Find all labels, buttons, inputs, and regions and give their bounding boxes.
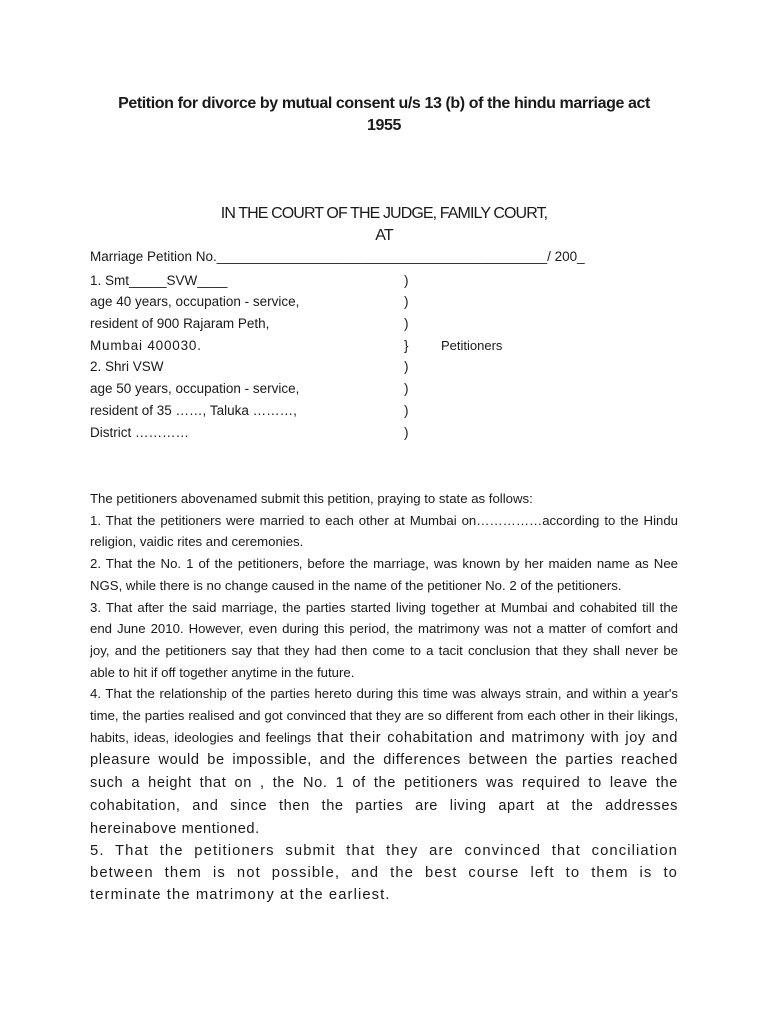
bracket: ): [404, 359, 409, 374]
court-line-1: IN THE COURT OF THE JUDGE, FAMILY COURT,: [220, 205, 548, 222]
bracket: ): [404, 403, 409, 418]
paragraph-4-part-1: 4. That the relationship of the parties hereto during this time was always strain, and within a year's time, the parties realised and got convinced that they are so different from each other in their likings, habits, ideas, ideologies and feelings: [90, 686, 678, 745]
petition-body: [90, 488, 678, 906]
paragraph-5: 5. That the petitioners submit that they are convinced that conciliation between them is not possible, and the best course left to them is to terminate the matrimony at the earliest.: [90, 843, 678, 904]
petitioners-label: Petitioners: [441, 338, 503, 353]
party-line: resident of 35 ……, Taluka ………,: [90, 403, 297, 418]
court-line-2: AT: [375, 227, 393, 244]
paragraph-2: 2. That the No. 1 of the petitioners, before the marriage, was known by her maiden name as Nee NGS, while there is no change caused in the name of the petitioner No. 2 of the petitioners.: [90, 556, 678, 593]
petition-title: [90, 93, 678, 137]
party-line: Mumbai 400030.: [90, 338, 202, 353]
party-line: 2. Shri VSW: [90, 359, 164, 374]
bracket: }: [404, 338, 409, 353]
bracket: ): [404, 381, 409, 396]
title-line-1: Petition for divorce by mutual consent u/s 13 (b) of the hindu marriage act: [118, 95, 650, 112]
paragraph-4-part-2: that their cohabitation and matrimony with joy and pleasure would be impossible, and the differences between the parties reached such a height that on , the No. 1 of the petitioners was required to leave the cohabitation, and since then the parties are living apart at the addresses hereinabove mentioned.: [90, 729, 678, 837]
title-line-2: 1955: [367, 117, 401, 134]
bracket: ): [404, 316, 409, 331]
party-line: age 40 years, occupation - service,: [90, 294, 300, 309]
party-line: resident of 900 Rajaram Peth,: [90, 316, 270, 331]
petition-number: Marriage Petition No.____________________________________________/ 200_: [90, 249, 585, 264]
intro-paragraph: The petitioners abovenamed submit this petition, praying to state as follows:: [90, 491, 533, 506]
party-line: District …………: [90, 425, 189, 440]
party-line: age 50 years, occupation - service,: [90, 381, 300, 396]
paragraph-3: 3. That after the said marriage, the parties started living together at Mumbai and cohabited till the end June 2010. However, even during this period, the matrimony was not a matter of comfort and joy, and the petitioners say that they had then come to a tacit conclusion that they shall never be able to hit if off together anytime in the future.: [90, 599, 678, 680]
bracket: ): [404, 425, 409, 440]
bracket: ): [404, 273, 409, 288]
bracket: ): [404, 294, 409, 309]
paragraph-1: 1. That the petitioners were married to each other at Mumbai on……………according to the Hindu religion, vaidic rites and ceremonies.: [90, 512, 678, 550]
court-heading: [90, 203, 678, 247]
party-line: 1. Smt_____SVW____: [90, 273, 228, 288]
paragraph-4: [90, 683, 678, 840]
